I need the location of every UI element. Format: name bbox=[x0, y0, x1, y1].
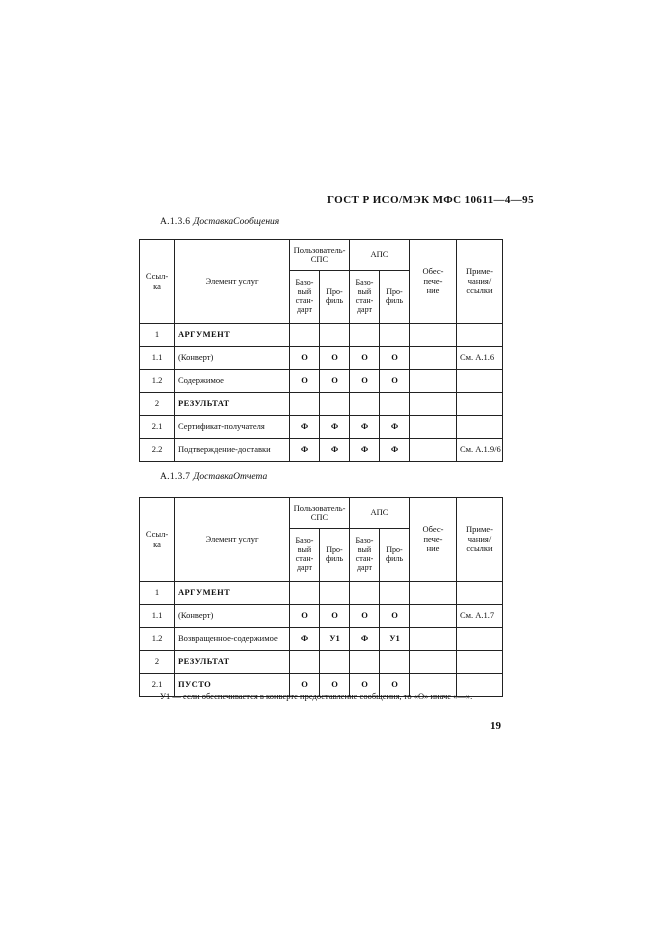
user-profile-cell: О bbox=[320, 347, 350, 370]
user-profile-cell bbox=[320, 582, 350, 605]
section1-table bbox=[139, 239, 503, 462]
user-base-cell: О bbox=[290, 370, 320, 393]
user-profile-cell bbox=[320, 324, 350, 347]
aps-profile-cell: Ф bbox=[380, 439, 410, 462]
obligation-cell bbox=[410, 347, 457, 370]
section1-caption bbox=[160, 217, 279, 227]
element-cell: РЕЗУЛЬТАТ bbox=[175, 393, 290, 416]
col-header-obligation: Обес- пече- ние bbox=[410, 498, 457, 582]
notes-cell bbox=[457, 628, 503, 651]
table-row bbox=[140, 582, 503, 605]
obligation-cell bbox=[410, 651, 457, 674]
aps-profile-cell: О bbox=[380, 347, 410, 370]
ref-cell: 2 bbox=[140, 651, 175, 674]
col-header-aps-base: Базо- вый стан- дарт bbox=[350, 271, 380, 324]
ref-cell: 1.1 bbox=[140, 347, 175, 370]
element-cell: (Конверт) bbox=[175, 605, 290, 628]
aps-profile-cell: О bbox=[380, 370, 410, 393]
element-cell: Подтверждение-доставки bbox=[175, 439, 290, 462]
user-profile-cell: Ф bbox=[320, 416, 350, 439]
ref-cell: 1 bbox=[140, 582, 175, 605]
table-row bbox=[140, 605, 503, 628]
user-profile-cell: О bbox=[320, 674, 350, 697]
element-cell: АРГУМЕНТ bbox=[175, 582, 290, 605]
aps-base-cell bbox=[350, 393, 380, 416]
col-header-aps: АПС bbox=[350, 240, 410, 271]
col-header-ref: Ссыл- ка bbox=[140, 498, 175, 582]
ref-cell: 1.2 bbox=[140, 370, 175, 393]
aps-profile-cell: У1 bbox=[380, 628, 410, 651]
section1-number: А.1.3.6 bbox=[160, 217, 191, 227]
obligation-cell bbox=[410, 416, 457, 439]
aps-profile-cell bbox=[380, 651, 410, 674]
user-base-cell: Ф bbox=[290, 439, 320, 462]
section2-title: ДоставкаОтчета bbox=[193, 472, 268, 482]
aps-base-cell bbox=[350, 651, 380, 674]
table-row bbox=[140, 651, 503, 674]
col-header-aps-profile: Про- филь bbox=[380, 271, 410, 324]
ref-cell: 2 bbox=[140, 393, 175, 416]
section2-caption bbox=[160, 472, 267, 482]
col-header-aps: АПС bbox=[350, 498, 410, 529]
aps-profile-cell: О bbox=[380, 605, 410, 628]
section2-table bbox=[139, 497, 503, 697]
ref-cell: 2.1 bbox=[140, 416, 175, 439]
aps-base-cell bbox=[350, 324, 380, 347]
user-profile-cell: О bbox=[320, 605, 350, 628]
section2-number: А.1.3.7 bbox=[160, 472, 191, 482]
page-number: 19 bbox=[490, 720, 501, 732]
ref-cell: 2.2 bbox=[140, 439, 175, 462]
table-row bbox=[140, 439, 503, 462]
table-row bbox=[140, 324, 503, 347]
notes-cell: См. А.1.7 bbox=[457, 605, 503, 628]
notes-cell bbox=[457, 651, 503, 674]
element-cell: (Конверт) bbox=[175, 347, 290, 370]
ref-cell: 1.2 bbox=[140, 628, 175, 651]
aps-base-cell: Ф bbox=[350, 416, 380, 439]
aps-base-cell: О bbox=[350, 347, 380, 370]
obligation-cell bbox=[410, 628, 457, 651]
user-base-cell: Ф bbox=[290, 416, 320, 439]
notes-cell bbox=[457, 393, 503, 416]
col-header-user-base: Базо- вый стан- дарт bbox=[290, 529, 320, 582]
user-profile-cell: Ф bbox=[320, 439, 350, 462]
aps-base-cell: О bbox=[350, 674, 380, 697]
user-base-cell: О bbox=[290, 605, 320, 628]
element-cell: АРГУМЕНТ bbox=[175, 324, 290, 347]
table-row bbox=[140, 628, 503, 651]
user-base-cell bbox=[290, 651, 320, 674]
col-header-element: Элемент услуг bbox=[175, 498, 290, 582]
section1-title: ДоставкаСообщения bbox=[193, 217, 280, 227]
aps-base-cell: О bbox=[350, 605, 380, 628]
ref-cell: 2.1 bbox=[140, 674, 175, 697]
element-cell: Сертификат-получателя bbox=[175, 416, 290, 439]
ref-cell: 1 bbox=[140, 324, 175, 347]
user-profile-cell bbox=[320, 393, 350, 416]
col-header-user-profile: Про- филь bbox=[320, 529, 350, 582]
table-row bbox=[140, 416, 503, 439]
ref-cell: 1.1 bbox=[140, 605, 175, 628]
footnote: У1 — если обеспечивается в конверте предоставление сообщения, то «О» иначе «—». bbox=[160, 691, 473, 701]
notes-cell bbox=[457, 582, 503, 605]
notes-cell: См. А.1.9/6 bbox=[457, 439, 503, 462]
table-row bbox=[140, 370, 503, 393]
aps-profile-cell bbox=[380, 393, 410, 416]
col-header-element: Элемент услуг bbox=[175, 240, 290, 324]
aps-profile-cell bbox=[380, 324, 410, 347]
col-header-ref: Ссыл- ка bbox=[140, 240, 175, 324]
obligation-cell bbox=[410, 582, 457, 605]
obligation-cell bbox=[410, 439, 457, 462]
page-header: ГОСТ Р ИСО/МЭК МФС 10611—4—95 bbox=[327, 194, 534, 206]
col-header-user-profile: Про- филь bbox=[320, 271, 350, 324]
col-header-user-sps: Пользователь- СПС bbox=[290, 240, 350, 271]
notes-cell bbox=[457, 324, 503, 347]
element-cell: РЕЗУЛЬТАТ bbox=[175, 651, 290, 674]
user-base-cell bbox=[290, 324, 320, 347]
aps-base-cell bbox=[350, 582, 380, 605]
col-header-notes: Приме- чания/ ссылки bbox=[457, 498, 503, 582]
element-cell: Содержимое bbox=[175, 370, 290, 393]
aps-profile-cell: О bbox=[380, 674, 410, 697]
notes-cell bbox=[457, 416, 503, 439]
aps-profile-cell: Ф bbox=[380, 416, 410, 439]
user-base-cell: О bbox=[290, 347, 320, 370]
aps-profile-cell bbox=[380, 582, 410, 605]
user-base-cell: О bbox=[290, 674, 320, 697]
obligation-cell bbox=[410, 324, 457, 347]
col-header-aps-base: Базо- вый стан- дарт bbox=[350, 529, 380, 582]
col-header-obligation: Обес- пече- ние bbox=[410, 240, 457, 324]
aps-base-cell: Ф bbox=[350, 628, 380, 651]
obligation-cell bbox=[410, 393, 457, 416]
user-profile-cell: О bbox=[320, 370, 350, 393]
user-profile-cell: У1 bbox=[320, 628, 350, 651]
element-cell: Возвращенное-содержимое bbox=[175, 628, 290, 651]
table-row bbox=[140, 393, 503, 416]
obligation-cell bbox=[410, 605, 457, 628]
notes-cell bbox=[457, 370, 503, 393]
element-cell: ПУСТО bbox=[175, 674, 290, 697]
col-header-notes: Приме- чания/ ссылки bbox=[457, 240, 503, 324]
table-row bbox=[140, 347, 503, 370]
user-base-cell bbox=[290, 393, 320, 416]
col-header-aps-profile: Про- филь bbox=[380, 529, 410, 582]
user-profile-cell bbox=[320, 651, 350, 674]
col-header-user-sps: Пользователь- СПС bbox=[290, 498, 350, 529]
aps-base-cell: Ф bbox=[350, 439, 380, 462]
user-base-cell: Ф bbox=[290, 628, 320, 651]
aps-base-cell: О bbox=[350, 370, 380, 393]
notes-cell: См. А.1.6 bbox=[457, 347, 503, 370]
col-header-user-base: Базо- вый стан- дарт bbox=[290, 271, 320, 324]
user-base-cell bbox=[290, 582, 320, 605]
obligation-cell bbox=[410, 370, 457, 393]
